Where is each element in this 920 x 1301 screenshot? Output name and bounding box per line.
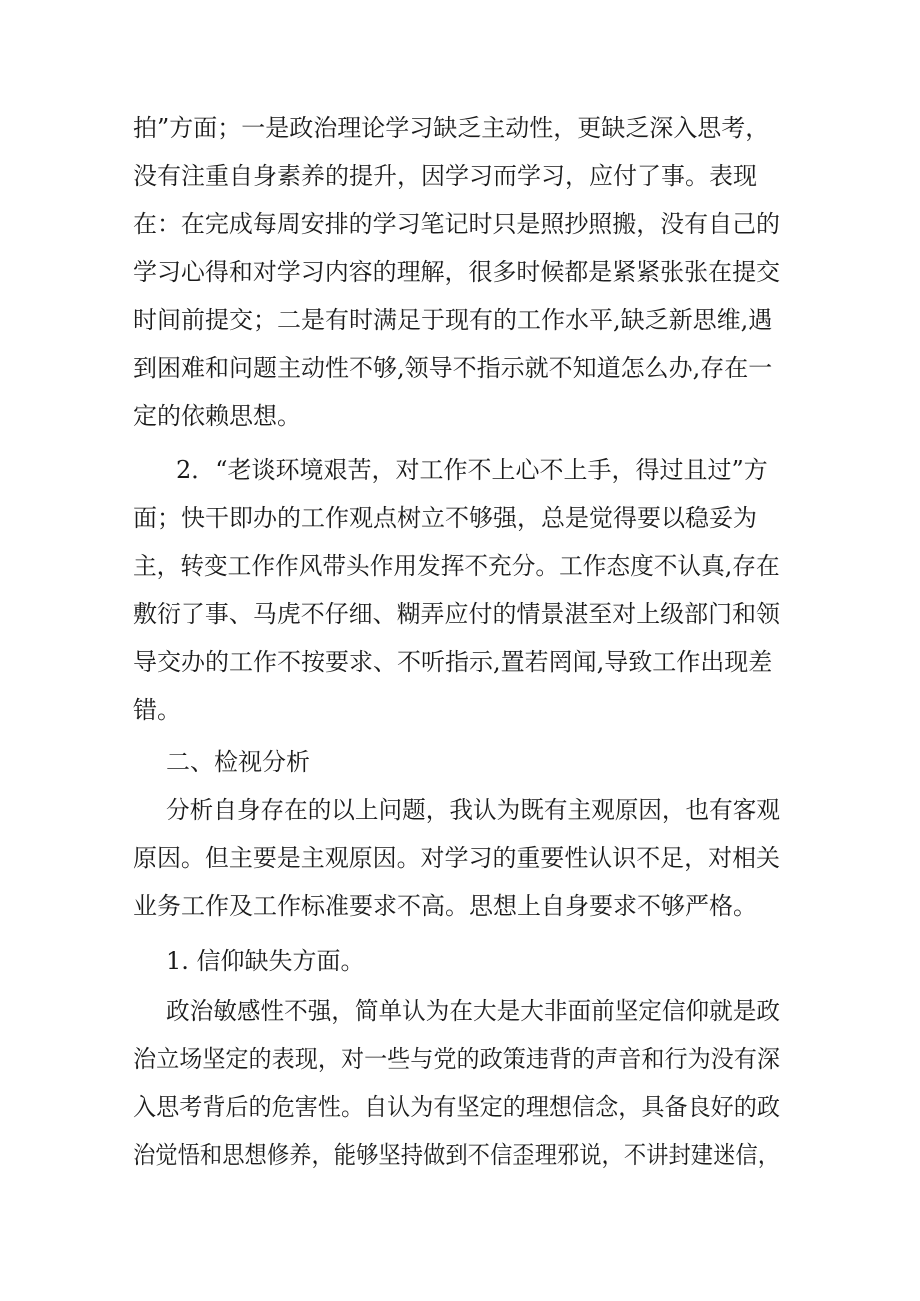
text-line: 治觉悟和思想修养，能够坚持做到不信歪理邪说，不讲封建迷信， [133,1141,780,1169]
text-line: 导交办的工作不按要求、不听指示,置若罔闻,导致工作出现差 [133,648,773,676]
text-line: 政治敏感性不强，简单认为在大是大非面前坚定信仰就是政 [166,997,780,1025]
text-line: 面；快干即办的工作观点树立不够强，总是觉得要以稳妥为 [133,504,757,532]
text-line: 主，转变工作作风带头作用发挥不充分。工作态度不认真,存在 [133,552,780,580]
text-line: 2．“老谈环境艰苦，对工作不上心不上手，得过且过”方 [176,456,768,484]
text-line: 业务工作及工作标准要求不高。思想上自身要求不够严格。 [133,892,757,920]
text-line: 原因。但主要是主观原因。对学习的重要性认识不足，对相关 [133,844,780,872]
text-line: 敷衍了事、马虎不仔细、糊弄应付的情景湛至对上级部门和领 [133,600,780,628]
section-heading: 二、检视分析 [166,748,310,776]
text-line: 错。 [133,696,181,724]
text-line: 定的依赖思想。 [133,402,301,430]
text-line: 治立场坚定的表现，对一些与党的政策违背的声音和行为没有深 [133,1045,780,1073]
text-line: 学习心得和对学习内容的理解，很多时候都是紧紧张张在提交 [133,258,780,286]
text-line: 分析自身存在的以上问题，我认为既有主观原因，也有客观 [166,796,780,824]
text-line: 到困难和问题主动性不够,领导不指示就不知道怎么办,存在一 [133,354,773,382]
text-line: 拍”方面；一是政治理论学习缺乏主动性，更缺乏深入思考， [133,114,770,142]
subsection-heading: 1. 信仰缺失方面。 [166,947,365,975]
text-line: 没有注重自身素养的提升，因学习而学习，应付了事。表现 [133,162,757,190]
text-line: 在：在完成每周安排的学习笔记时只是照抄照搬，没有自己的 [133,210,780,238]
text-line: 时间前提交；二是有时满足于现有的工作水平,缺乏新思维,遇 [133,306,773,334]
text-line: 入思考背后的危害性。自认为有坚定的理想信念，具备良好的政 [133,1093,780,1121]
